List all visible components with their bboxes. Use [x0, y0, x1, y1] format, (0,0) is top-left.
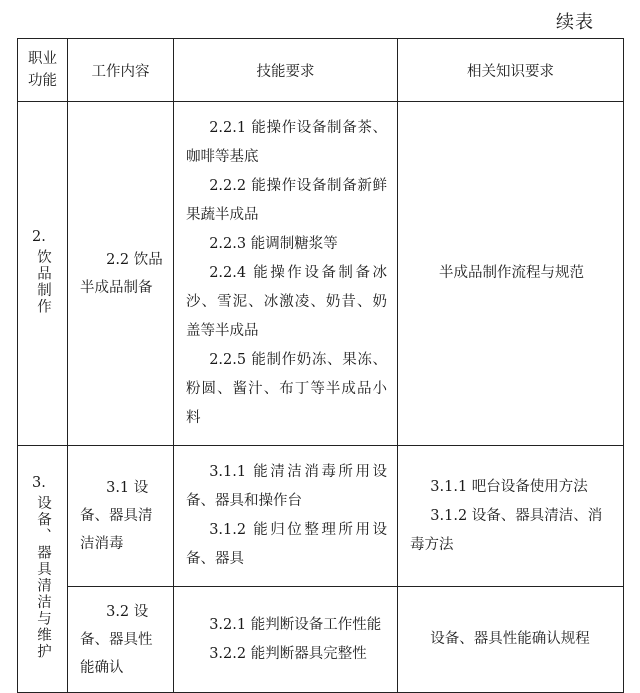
skill-item: 2.2.3 能调制糖浆等: [209, 236, 338, 252]
function-name: 饮品制作: [35, 248, 51, 315]
skills-table: [17, 38, 624, 693]
skill-item: 2.2.4 能操作设备制备冰沙、雪泥、冰激凌、奶昔、奶盖等半成品: [186, 265, 387, 339]
function-cell: [18, 102, 68, 446]
knowledge-cell: [398, 446, 624, 587]
skills-cell: [174, 446, 398, 587]
knowledge-item: 3.1.2 设备、器具清洁、消毒方法: [410, 507, 603, 553]
function-name: 设备、器具清洁与维护: [35, 494, 51, 660]
header-skill-requirements: 技能要求: [174, 39, 398, 102]
table-row: [18, 102, 624, 446]
continuation-label: 续表: [556, 12, 594, 33]
function-cell: [18, 446, 68, 693]
table-header-row: [18, 39, 624, 102]
function-number: 2.: [32, 228, 46, 245]
work-content-cell: 3.1 设备、器具清洁消毒: [68, 446, 174, 587]
work-content-cell: 2.2 饮品半成品制备: [68, 102, 174, 446]
skill-item: 3.2.2 能判断器具完整性: [209, 645, 367, 662]
knowledge-item: 设备、器具性能确认规程: [430, 631, 590, 647]
knowledge-item: 3.1.1 吧台设备使用方法: [430, 478, 588, 495]
skill-item: 2.2.2 能操作设备制备新鲜果蔬半成品: [186, 178, 387, 223]
knowledge-cell: [398, 102, 624, 446]
work-content-cell: 3.2 设备、器具性能确认: [68, 587, 174, 693]
skill-item: 3.1.2 能归位整理所用设备、器具: [186, 522, 387, 567]
header-function: 职业功能: [18, 39, 68, 102]
function-number: 3.: [32, 474, 46, 491]
skill-item: 2.2.5 能制作奶冻、果冻、粉圆、酱汁、布丁等半成品小料: [186, 352, 387, 426]
skill-item: 3.2.1 能判断设备工作性能: [209, 616, 382, 633]
skill-item: 2.2.1 能操作设备制备茶、咖啡等基底: [186, 120, 387, 165]
knowledge-item: 半成品制作流程与规范: [439, 265, 584, 281]
header-work-content: 工作内容: [68, 39, 174, 102]
table-row: [18, 446, 624, 587]
table-row: [18, 587, 624, 693]
skills-cell: [174, 587, 398, 693]
skills-cell: [174, 102, 398, 446]
header-knowledge-requirements: 相关知识要求: [398, 39, 624, 102]
knowledge-cell: [398, 587, 624, 693]
skill-item: 3.1.1 能清洁消毒所用设备、器具和操作台: [186, 464, 387, 509]
